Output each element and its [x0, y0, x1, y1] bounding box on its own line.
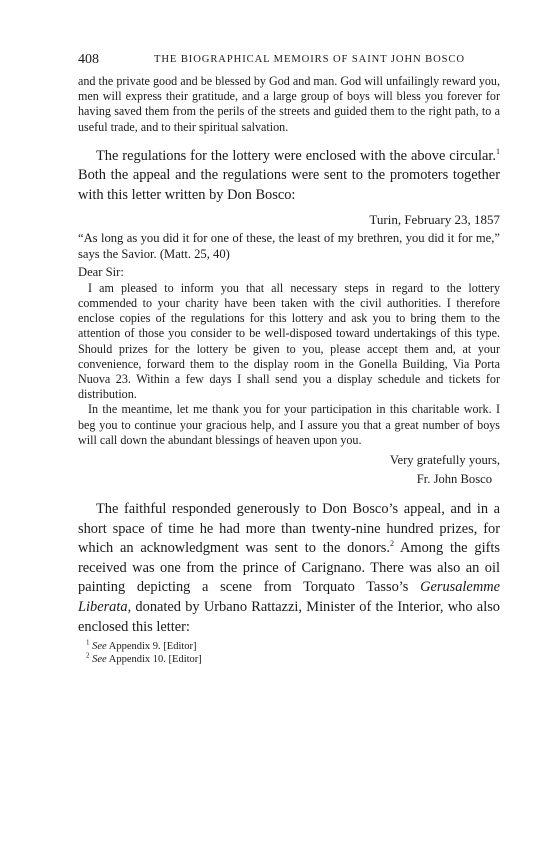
letter-body-2: In the meantime, let me thank you for your participation in this charitable work. I beg you to continue your gracious help, and I assure you that a great number of boys will call down the abundant blessings of heaven upon you.	[78, 402, 500, 447]
footnote-2-text: Appendix 10. [Editor]	[106, 653, 202, 665]
footnote-1-text: Appendix 9. [Editor]	[106, 641, 197, 653]
letter-body-1: I am pleased to inform you that all necessary steps in regard to the lottery commended to your charity have been taken with the civil authorities. I therefore enclose copies of the regulations for this lottery and ask you to bring them to the attention of those you consider to be well-disposed toward undertakings of this type. Should prizes for the lottery be given to you, please accept them and, at your convenience, forward them to the display room in the Gonella Building, Via Porta Nuova 23. Within a few days I shall send you a display schedule and tickets for distribution.	[78, 280, 500, 402]
footnote-1	[78, 638, 500, 654]
spacer	[78, 488, 500, 500]
letter-salutation: Dear Sir:	[78, 264, 124, 279]
response-paragraph	[78, 500, 500, 637]
running-title: THE BIOGRAPHICAL MEMOIRS OF SAINT JOHN BOSCO	[154, 54, 465, 65]
response-text-1: The faithful responded generously to Don Bosco’s appeal, and in a short space of time he had more than twenty-nine hundred prizes, for which an acknowledgment was sent to the donors.	[78, 501, 500, 557]
intro-paragraph: and the private good and be blessed by God and man. God will unfailingly reward you, men will express their gratitude, and a large group of boys will bless you forever for having saved them from the perils of the streets and guided them to the right path, to a useful trade, and to their spiritual salvation.	[78, 74, 500, 134]
running-head	[78, 52, 500, 74]
footnote-1-number: 1	[86, 638, 90, 647]
footnote-ref-2: 2	[389, 539, 394, 549]
footnote-2-number: 2	[86, 651, 90, 660]
footnote-1-see: See	[92, 641, 107, 653]
work-title: Gerusalemme Liberata,	[78, 579, 500, 615]
letter-signature: Fr. John Bosco	[416, 472, 492, 487]
response-text-3: donated by Urbano Rattazzi, Minister of the Interior, who also enclosed this letter:	[78, 598, 500, 635]
letter-dateline: Turin, February 23, 1857	[369, 211, 500, 227]
footnote-2	[78, 651, 500, 667]
letter	[78, 210, 500, 488]
response-text-2: Among the gifts received was one from the prince of Carignano. There was also an oil painting depicting a scene from Torquato Tasso’s	[78, 540, 500, 596]
footnote-ref-1: 1	[496, 147, 500, 157]
regulations-text-2: Both the appeal and the regulations were sent to the promoters together with this letter written by Don Bosco:	[78, 167, 500, 203]
letter-closing: Very gratefully yours,	[389, 453, 500, 468]
book-page	[78, 52, 500, 666]
spacer	[78, 135, 500, 147]
footnote-2-see: See	[92, 653, 107, 665]
regulations-paragraph	[78, 147, 500, 206]
letter-epigraph: “As long as you did it for one of these, the least of my brethren, you did it for me,” says the Savior. (Matt. 25, 40)	[78, 230, 500, 262]
page-number: 408	[78, 52, 99, 67]
regulations-text-1: The regulations for the lottery were enclosed with the above circular.	[96, 147, 496, 164]
